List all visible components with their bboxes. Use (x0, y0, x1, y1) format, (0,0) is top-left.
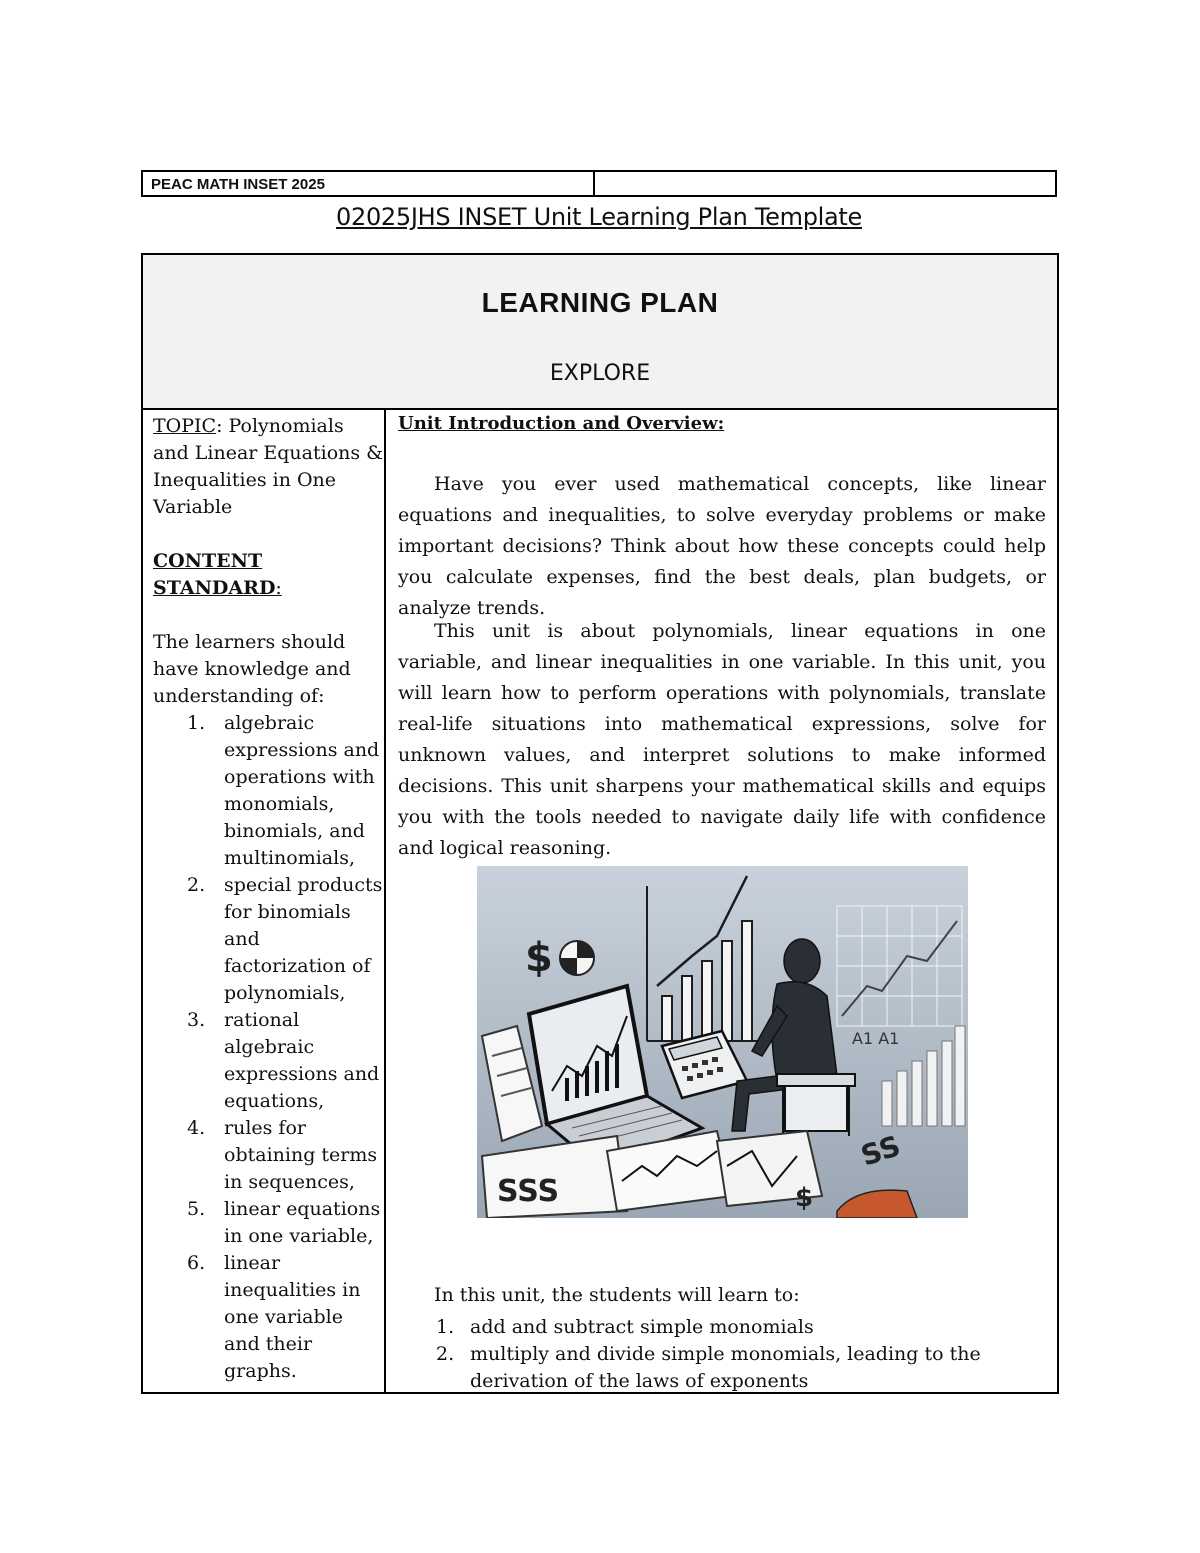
right-column (386, 410, 1057, 1392)
banner-title: LEARNING PLAN (481, 287, 719, 318)
list-item: 2. special products for binomials and factorization of polynomials, (187, 874, 383, 1004)
content-standard-label: CONTENT STANDARD (153, 550, 276, 599)
header-label: PEAC MATH INSET 2025 (143, 172, 595, 195)
content-standard-heading (153, 548, 384, 602)
learning-plan-banner (143, 255, 1057, 410)
left-column (143, 410, 386, 1392)
ss-right-text: SS (856, 1129, 905, 1173)
list-item: 1. add and subtract simple monomials (436, 1316, 814, 1338)
content-standard-list (153, 710, 384, 1385)
content-standard-colon: : (275, 577, 282, 599)
list-item: 1. algebraic expressions and operations with monomials, binomials, and multinomials, (187, 712, 380, 869)
list-item: 6. linear inequalities in one variable and their graphs. (187, 1252, 361, 1382)
dollar-sign-floor: $ (795, 1183, 814, 1213)
topic (153, 413, 384, 521)
unit-intro-heading: Unit Introduction and Overview: (398, 413, 725, 434)
topic-label: TOPIC (153, 415, 217, 437)
topic-text: : Polynomials and Linear Equations & Inequalities in One Variable (153, 415, 384, 518)
learning-objectives-list (434, 1314, 1034, 1395)
header-empty-cell (595, 172, 1055, 195)
content-standard-intro: The learners should have knowledge and understanding of: (153, 631, 351, 707)
dollar-sign-left: $ (525, 935, 553, 981)
list-item: 3. rational algebraic expressions and equations, (187, 1009, 380, 1112)
banner-subtitle: EXPLORE (549, 361, 651, 386)
header-table (141, 170, 1057, 197)
math-illustration-image (477, 866, 968, 1218)
list-item: 4. rules for obtaining terms in sequences, (187, 1117, 378, 1193)
learning-objectives-intro: In this unit, the students will learn to: (434, 1284, 800, 1306)
intro-paragraph-1: Have you ever used mathematical concepts, like linear equations and inequalities, to solve everyday problems or make important decisions? Think about how these concepts could help you calculate expenses, find the best deals, plan budgets, or analyze trends. (398, 473, 1046, 619)
list-item: 2. multiply and divide simple monomials, leading to the derivation of the laws of exponents (436, 1343, 981, 1392)
intro-paragraph-2: This unit is about polynomials, linear equations in one variable, and linear inequalities in one variable. In this unit, you will learn how to perform operations with polynomials, translate real-life situations into mathematical expressions, solve for unknown values, and interpret solutions to make informed decisions. This unit sharpens your mathematical skills and equips you with the tools needed to navigate daily life with confidence and logical reasoning. (398, 620, 1046, 859)
sss-floor-text: SSS (497, 1174, 560, 1209)
board-label: A1 A1 (852, 1029, 900, 1048)
list-item: 5. linear equations in one variable, (187, 1198, 381, 1247)
document-title: 02025JHS INSET Unit Learning Plan Template (336, 203, 862, 231)
learning-plan-table (141, 253, 1059, 1394)
